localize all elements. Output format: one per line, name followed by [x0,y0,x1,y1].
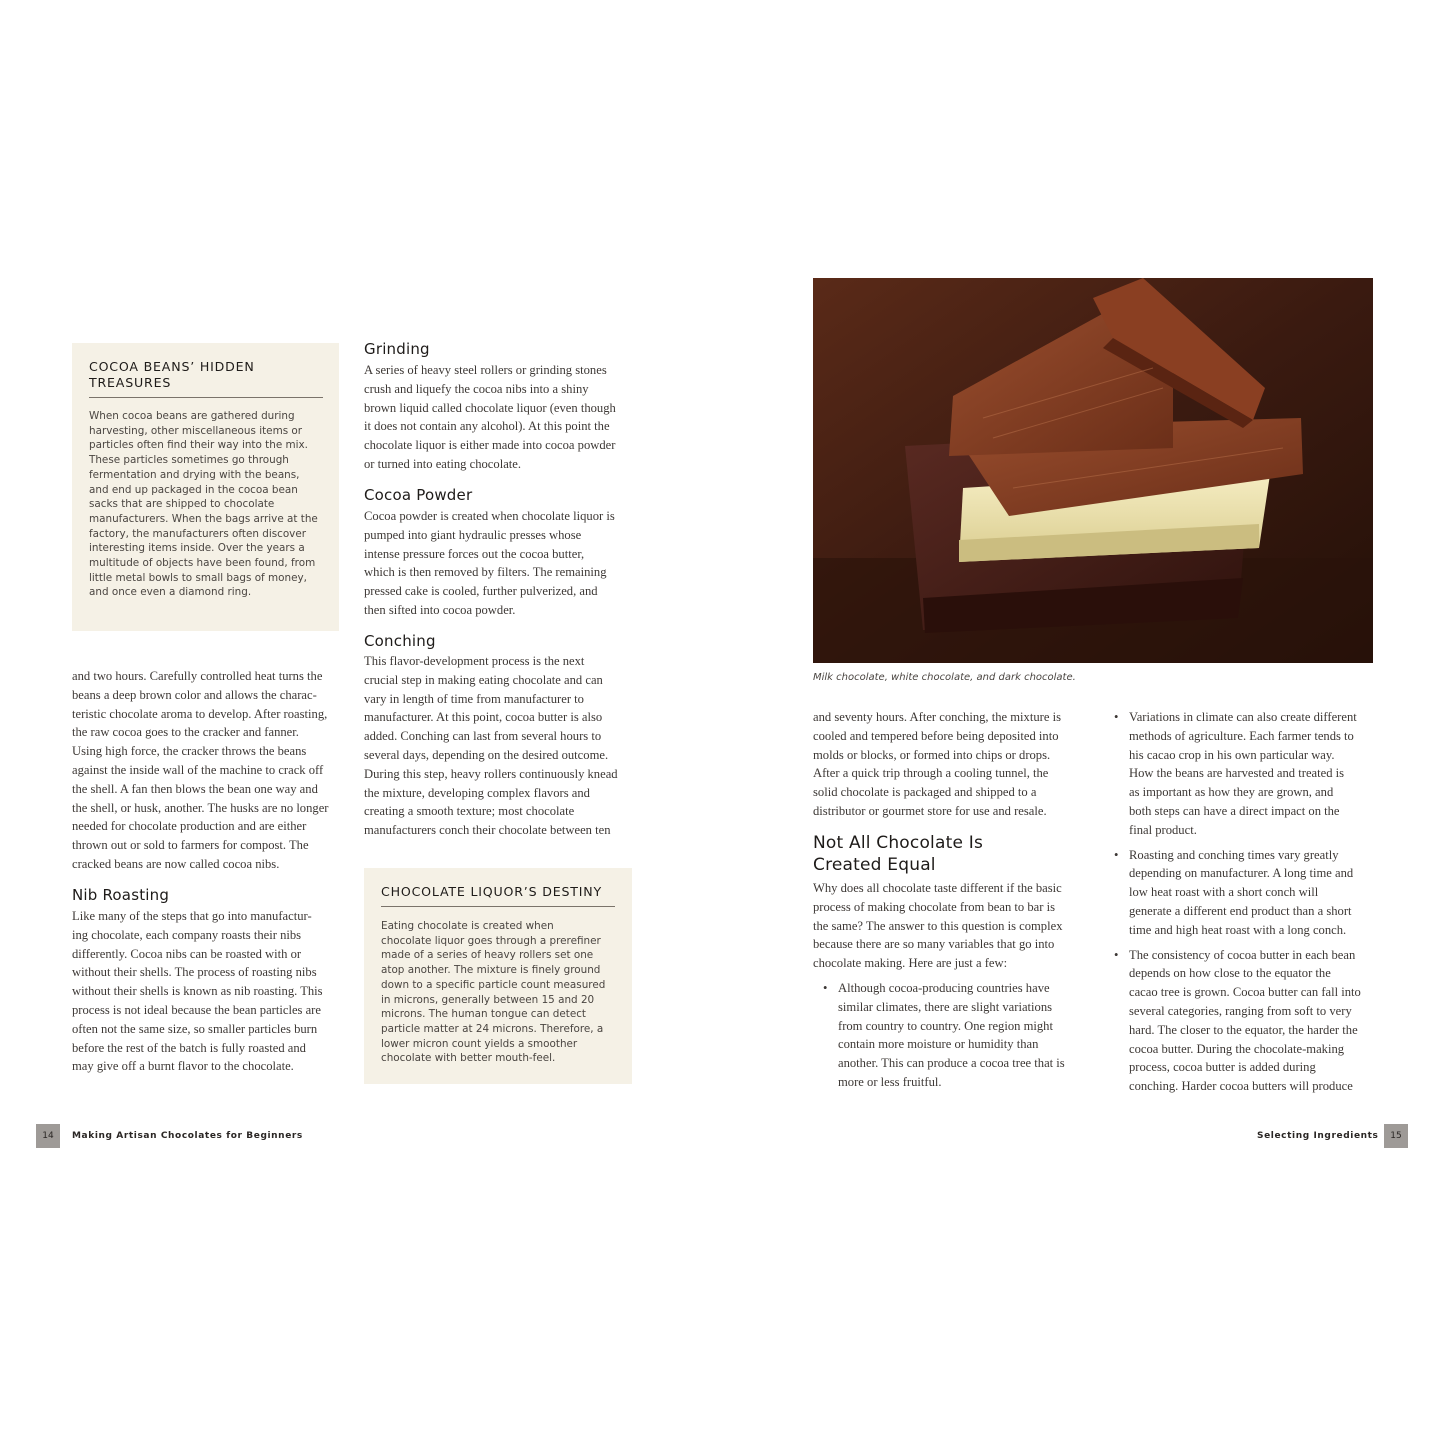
chocolate-stack-illustration [813,278,1373,663]
heading-not-all-chocolate: Not All Chocolate Is Created Equal [813,833,983,875]
heading-cocoa-powder: Cocoa Powder [364,486,473,504]
bullet-glyph: • [1114,847,1119,862]
chocolate-bars-photo [813,278,1373,663]
bullet-glyph: • [1114,710,1119,724]
list-item-text: Although cocoa-producing countries have similar climates, there are slight variations from country to country. One region might contain more moisture or humidity than another. This can produce a cocoa tree that is more or less fruitful. [838,981,1065,1089]
body-text-grinding: A series of heavy steel rollers or grinding stones crush and liquefy the cocoa nibs into a shiny brown liquid called chocolate liquor (even though it does not contain any alcohol). At this point the chocolate liquor is either made into cocoa powder or turned into eating chocolate. [364,363,616,471]
body-text-nib-roasting: Like many of the steps that go into manufactur- ing chocolate, each company roasts their nibs differently. Cocoa nibs can be roasted with or without their shells. The process of roasting nibs without their shells is known as nib roasting. This process is not ideal because the bean particles are often not the same size, so smaller particles burn before the rest of the batch is fully roasted and may give off a burnt flavor to the chocolate. [72,909,323,1074]
list-item-text: Roasting and conching times vary greatly depending on manufacturer. A long time and low heat roast with a short conch will generate a different end product than a short time and high heat roast with a long conch. [1129,847,1354,937]
heading-grinding: Grinding [364,340,430,358]
sidebar-body: When cocoa beans are gathered during harvesting, other miscellaneous items or particles often find their way into the mix. These particles sometimes go through fermentation and drying with the beans, and end up packaged in the cocoa bean sacks that are shipped to chocolate manufacturers. When the bags arrive at the factory, the manufacturers often discover interesting items inside. Over the years a multitude of objects have been found, from little metal bowls to small bags of money, and once even a diamond ring. [89,410,318,599]
body-text-conching: This flavor-development process is the next crucial step in making eating chocolate and can vary in length of time from manufacturer to manufacturer. At this point, cocoa butter is also added. Conching can last from several hours to several days, depending on the desired outcome. During this step, heavy rollers continuously knead the mixture, developing complex flavors and creating a smooth texture; most chocolate manufacturers conch their chocolate between ten [364,654,618,838]
bullet-glyph: • [823,981,828,995]
body-text-cocoa-powder: Cocoa powder is created when chocolate liquor is pumped into giant hydraulic presses whose intense pressure forces out the cocoa butter, which is then removed by filters. The remaining pressed cake is cooled, further pulverized, and then sifted into cocoa powder. [364,509,615,617]
body-text-conching-continued: and seventy hours. After conching, the mixture is cooled and tempered before being deposited into molds or blocks, or formed into chips or drops. After a quick trip through a cooling tunnel, the solid chocolate is packaged and shipped to a distributor or gourmet store for use and resale. [813,710,1061,818]
sidebar-body: Eating chocolate is created when chocolate liquor goes through a prerefiner made of a series of heavy rollers set one atop another. The mixture is finely ground down to a specific particle count measured in microns, generally between 15 and 20 microns. The human tongue can detect particle matter at 24 microns. Therefore, a lower micron count yields a smoother chocolate with better mouth-feel. [381,920,606,1065]
bullet-glyph: • [1114,947,1119,962]
list-item [1112,946,1361,1096]
sidebar-divider [381,906,615,907]
sidebar-divider [89,397,323,398]
page-number-right: 15 [1384,1124,1408,1148]
body-text-not-all-chocolate: Why does all chocolate taste different if the basic process of making chocolate from bean to bar is the same? The answer to this question is complex because there are so many variables that go into chocolate making. Here are just a few: [813,881,1063,971]
list-item [1112,846,1361,940]
photo-caption: Milk chocolate, white chocolate, and dark chocolate. [813,672,1076,683]
running-footer-book-title: Making Artisan Chocolates for Beginners [72,1131,303,1141]
list-item [821,979,1065,1092]
list-item-text: Variations in climate can also create different methods of agriculture. Each farmer tends to his cacao crop in his own particular way. How the beans are harvested and treated is as important as how they are grown, and both steps can have a direct impact on the final product. [1129,710,1357,837]
bullet-list-col2 [1112,708,1361,1102]
body-text-roasting-continued: and two hours. Carefully controlled heat turns the beans a deep brown color and allows the charac- teristic chocolate aroma to develop. After roasting, the raw cocoa goes to the cracker and fanner. Using high force, the cracker throws the beans against the inside wall of the machine to crack off the shell. A fan then blows the bean one way and the shell, or husk, another. The husks are no longer needed for chocolate production and are either thrown out or sold to farmers for compost. The cracked beans are now called cocoa nibs. [72,669,329,871]
list-item-text: The consistency of cocoa butter in each bean depends on how close to the equator the cacao tree is grown. Cocoa butter can fall into several categories, ranging from soft to very hard. The closer to the equator, the harder the cocoa butter. During the chocolate-making process, cocoa butter is added during conching. Harder cocoa butters will produce [1129,947,1361,1094]
bullet-list-col1 [821,979,1065,1098]
heading-nib-roasting: Nib Roasting [72,886,170,904]
running-footer-chapter-title: Selecting Ingredients [1257,1131,1379,1141]
sidebar-hidden-treasures [72,343,339,631]
page-number-left: 14 [36,1124,60,1148]
sidebar-title: CHOCOLATE LIQUOR’S DESTINY [381,884,602,899]
sidebar-liquor-destiny [364,868,632,1084]
sidebar-title: COCOA BEANS’ HIDDEN TREASURES [89,359,255,390]
heading-conching: Conching [364,632,436,650]
list-item [1112,708,1361,840]
